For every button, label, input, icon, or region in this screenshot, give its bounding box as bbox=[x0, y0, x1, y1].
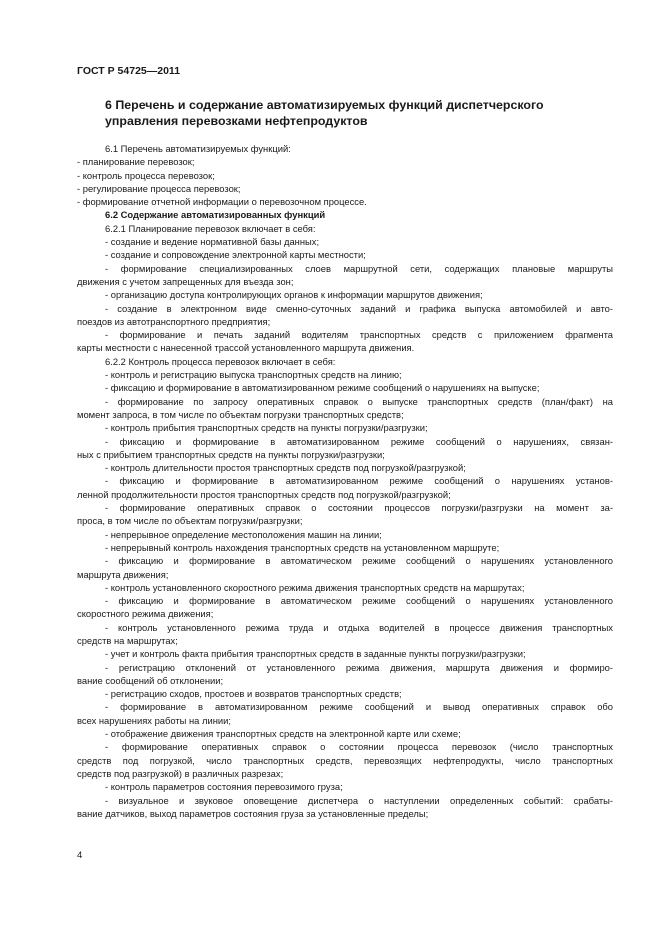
text-line: - контроль процесса перевозок; bbox=[77, 169, 215, 181]
text-line: - формирование оперативных справок о состоянии процессов погрузки/разгрузки на момент за- bbox=[105, 502, 613, 514]
text-line: 6.2.1 Планирование перевозок включает в себя: bbox=[105, 222, 316, 234]
text-line: - отображение движения транспортных средств на электронной карте или схеме; bbox=[105, 728, 461, 740]
text-line: - создание и сопровождение электронной карты местности; bbox=[105, 249, 366, 261]
text-line: маршрута движения; bbox=[77, 568, 169, 580]
section-title: 6 Перечень и содержание автоматизируемых функций диспетчерского управления перевозками нефтепродуктов bbox=[105, 98, 544, 128]
text-line: - планирование перевозок; bbox=[77, 156, 195, 168]
text-line: средств на маршрутах; bbox=[77, 634, 178, 646]
text-line: - контроль и регистрацию выпуска транспортных средств на линию; bbox=[105, 369, 402, 381]
text-line: - регулирование процесса перевозок; bbox=[77, 182, 241, 194]
text-line: вание сообщений об отклонении; bbox=[77, 674, 224, 686]
text-line: 6.2 Содержание автоматизированных функций bbox=[105, 209, 326, 221]
text-line: - фиксацию и формирование в автоматическом режиме сообщений о нарушениях установленного bbox=[105, 555, 613, 567]
text-line: - организацию доступа контролирующих органов к информации маршрутов движения; bbox=[105, 289, 483, 301]
document-body bbox=[77, 142, 613, 820]
text-line: - контроль длительности простоя транспортных средств под погрузкой/разгрузкой; bbox=[105, 462, 466, 474]
text-line: - формирование и печать заданий водителям транспортных средств с приложением фрагмента bbox=[105, 329, 613, 341]
page-number: 4 bbox=[77, 850, 83, 861]
text-line: ленной продолжительности простоя транспортных средств под погрузкой/разгрузкой; bbox=[77, 488, 451, 500]
text-line: - формирование оперативных справок о состоянии процесса перевозок (число транспортных bbox=[105, 741, 613, 753]
text-line: - создание и ведение нормативной базы данных; bbox=[105, 236, 320, 248]
document-header: ГОСТ Р 54725—2011 bbox=[77, 65, 181, 77]
text-line: - контроль параметров состояния перевозимого груза; bbox=[105, 781, 343, 793]
text-line: средств под разгрузкой) в различных разрезах; bbox=[77, 767, 284, 779]
text-line: - контроль установленного скоростного режима движения транспортных средств на маршрутах; bbox=[105, 581, 525, 593]
text-line: 6.1 Перечень автоматизируемых функций: bbox=[105, 143, 291, 154]
text-line: вание датчиков, выход параметров состояния груза за установленные пределы; bbox=[77, 807, 429, 819]
text-line: - фиксацию и формирование в автоматизированном режиме сообщений о нарушениях установ- bbox=[105, 475, 613, 487]
text-line: скоростного режима движения; bbox=[77, 608, 214, 620]
text-line: - контроль установленного режима труда и отдыха водителей в процессе движения транспортных bbox=[105, 621, 613, 633]
text-line: - формирование специализированных слоев маршрутной сети, содержащих плановые маршруты bbox=[105, 262, 613, 274]
text-line: проса, в том числе по объектам погрузки/разгрузки; bbox=[77, 515, 303, 527]
text-line: - учет и контроль факта прибытия транспортных средств в заданные пункты погрузки/разгрузки; bbox=[105, 648, 526, 660]
text-line: средств под погрузкой, число транспортных средств, перевозящих нефтепродукты, число транспортных bbox=[77, 754, 613, 766]
text-line: - регистрацию отклонений от установленного режима движения, маршрута движения и формиро- bbox=[105, 661, 613, 673]
text-line: всех нарушениях работы на линии; bbox=[77, 714, 231, 726]
text-line: - формирование отчетной информации о перевозочном процессе. bbox=[77, 196, 367, 208]
text-line: - непрерывный контроль нахождения транспортных средств на установленном маршруте; bbox=[105, 541, 500, 553]
text-line: - непрерывное определение местоположения машин на линии; bbox=[105, 528, 382, 540]
text-line: поездов из автотранспортного предприятия; bbox=[77, 315, 271, 327]
text-line: - создание в электронном виде сменно-суточных заданий и графика выпуска автомобилей и авто- bbox=[105, 302, 613, 314]
text-line: - регистрацию сходов, простоев и возвратов транспортных средств; bbox=[105, 688, 402, 700]
text-line: - визуальное и звуковое оповещение диспетчера о наступлении определенных событий: срабаты- bbox=[105, 794, 613, 806]
text-line: момент запроса, в том числе по объектам погрузки транспортных средств; bbox=[77, 408, 404, 420]
text-line: - контроль прибытия транспортных средств на пункты погрузки/разгрузки; bbox=[105, 422, 428, 434]
text-line: - формирование в автоматизированном режиме сообщений и вывод оперативных справок обо bbox=[105, 701, 613, 713]
text-line: 6.2.2 Контроль процесса перевозок включает в себя: bbox=[105, 355, 336, 367]
text-line: движения с учетом запрещенных для въезда зон; bbox=[77, 275, 294, 287]
text-line: - формирование по запросу оперативных справок о выпуске транспортных средств (план/факт) на bbox=[105, 395, 613, 407]
text-line: ных с прибытием транспортных средств на пункты погрузки/разгрузки; bbox=[77, 448, 385, 460]
text-line: - фиксацию и формирование в автоматическом режиме сообщений о нарушениях установленного bbox=[105, 595, 613, 607]
text-line: - фиксацию и формирование в автоматизированном режиме сообщений о нарушениях на выпуске; bbox=[105, 382, 540, 394]
text-line: карты местности с нанесенной трассой установленного маршрута движения. bbox=[77, 342, 415, 354]
text-line: - фиксацию и формирование в автоматизированном режиме сообщений о нарушениях, связан- bbox=[105, 435, 613, 447]
